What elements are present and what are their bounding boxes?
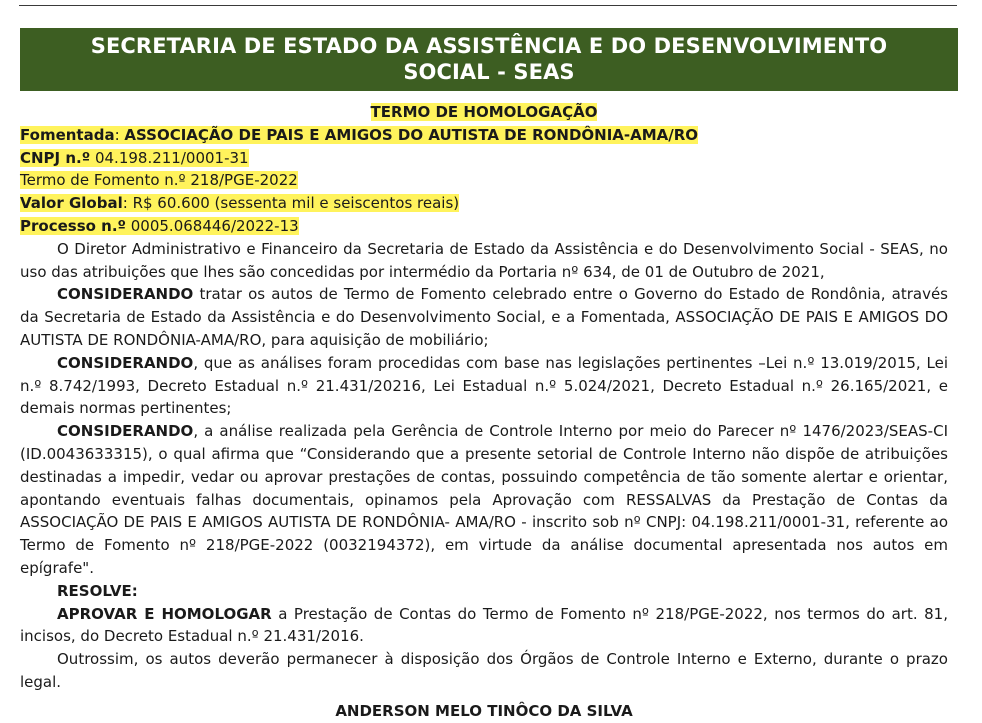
- fomentada-value: ASSOCIAÇÃO DE PAIS E AMIGOS DO AUTISTA DE RONDÔNIA-AMA/RO: [124, 125, 699, 144]
- cnpj-value: 04.198.211/0001-31: [90, 148, 249, 167]
- cnpj-label: CNPJ n.º: [20, 148, 91, 167]
- doc-heading: [20, 101, 948, 124]
- considerando-1: [20, 283, 948, 351]
- termo-line: [20, 169, 948, 192]
- termo-text: Termo de Fomento n.º 218/PGE-2022: [20, 171, 298, 190]
- considerando-1-text: tratar os autos de Termo de Fomento celebrado entre o Governo do Estado de Rondônia, através da Secretaria de Estado da Assistência e do Desenvolvimento Social, e a Fomentada, ASSOCIAÇÃO DE PAIS E AMIGOS DO AUTISTA DE RONDÔNIA-AMA/RO, para aquisição de mobiliário;: [20, 285, 948, 349]
- aprovar-text: a Prestação de Contas do Termo de Fomento nº 218/PGE-2022, nos termos do art. 81, incisos, do Decreto Estadual n.º 21.431/2016.: [20, 604, 948, 646]
- cnpj-line: [20, 147, 948, 170]
- outrossim-paragraph: Outrossim, os autos deverão permanecer à disposição dos Órgãos de Controle Interno e Externo, durante o prazo legal.: [20, 650, 948, 691]
- considerando-2: [20, 352, 948, 420]
- aprovar-paragraph: [20, 603, 948, 649]
- considerando-3: [20, 420, 948, 580]
- signer-name: ANDERSON MELO TINÔCO DA SILVA: [335, 701, 633, 720]
- valor-line: [20, 192, 948, 215]
- resolve-heading: RESOLVE:: [57, 581, 138, 600]
- processo-value: 0005.068446/2022-13: [125, 216, 299, 235]
- fomentada-label: Fomentada: [20, 125, 115, 144]
- considerando-1-label: CONSIDERANDO: [57, 285, 194, 304]
- considerando-3-label: CONSIDERANDO: [57, 422, 194, 441]
- header-banner: [20, 28, 958, 91]
- valor-value: : R$ 60.600 (sessenta mil e seiscentos reais): [122, 194, 460, 213]
- considerando-2-label: CONSIDERANDO: [57, 353, 194, 372]
- considerando-2-text: , que as análises foram procedidas com base nas legislações pertinentes –Lei n.º 13.019/2015, Lei n.º 8.742/1993, Decreto Estadual n.º 21.431/20216, Lei Estadual n.º 5.024/2021, Decreto Estadual n.º 26.165/2021, e demais normas pertinentes;: [20, 353, 948, 418]
- intro-paragraph: O Diretor Administrativo e Financeiro da Secretaria de Estado da Assistência e do Desenvolvimento Social - SEAS, no uso das atribuições que lhes são concedidas por intermédio da Portaria nº 634, de 01 de Outubro de 2021,: [20, 239, 948, 281]
- processo-line: [20, 215, 948, 238]
- fomentada-sep: :: [114, 125, 125, 144]
- processo-label: Processo n.º: [20, 216, 126, 235]
- doc-heading-text: TERMO DE HOMOLOGAÇÃO: [370, 103, 598, 121]
- top-rule: [19, 5, 957, 6]
- considerando-3-text: , a análise realizada pela Gerência de Controle Interno por meio do Parecer nº 1476/2023/SEAS-CI (ID.0043633315), o qual afirma que “Considerando que a presente setorial de Controle Interno não dispõe de atribuições destinadas a impedir, vedar ou aprovar prestações de contas, possuindo competência de tão somente alertar e orientar, apontando eventuais falhas documentais, opinamos pela Aprovação com RESSALVAS da Prestação de Contas da ASSOCIAÇÃO DE PAIS E AMIGOS AUTISTA DE RONDÔNIA- AMA/RO - inscrito sob nº CNPJ: 04.198.211/0001-31, referente ao Termo de Fomento nº 218/PGE-2022 (0032194372), em virtude da análise documental apresentada nos autos em epígrafe".: [20, 422, 948, 577]
- document-body: [20, 101, 948, 723]
- header-title-line2: SOCIAL - SEAS: [403, 60, 575, 84]
- aprovar-label: APROVAR E HOMOLOGAR: [57, 604, 272, 623]
- header-title-line1: SECRETARIA DE ESTADO DA ASSISTÊNCIA E DO DESENVOLVIMENTO: [90, 34, 888, 58]
- valor-label: Valor Global: [20, 194, 123, 213]
- fomentada-line: [20, 124, 948, 147]
